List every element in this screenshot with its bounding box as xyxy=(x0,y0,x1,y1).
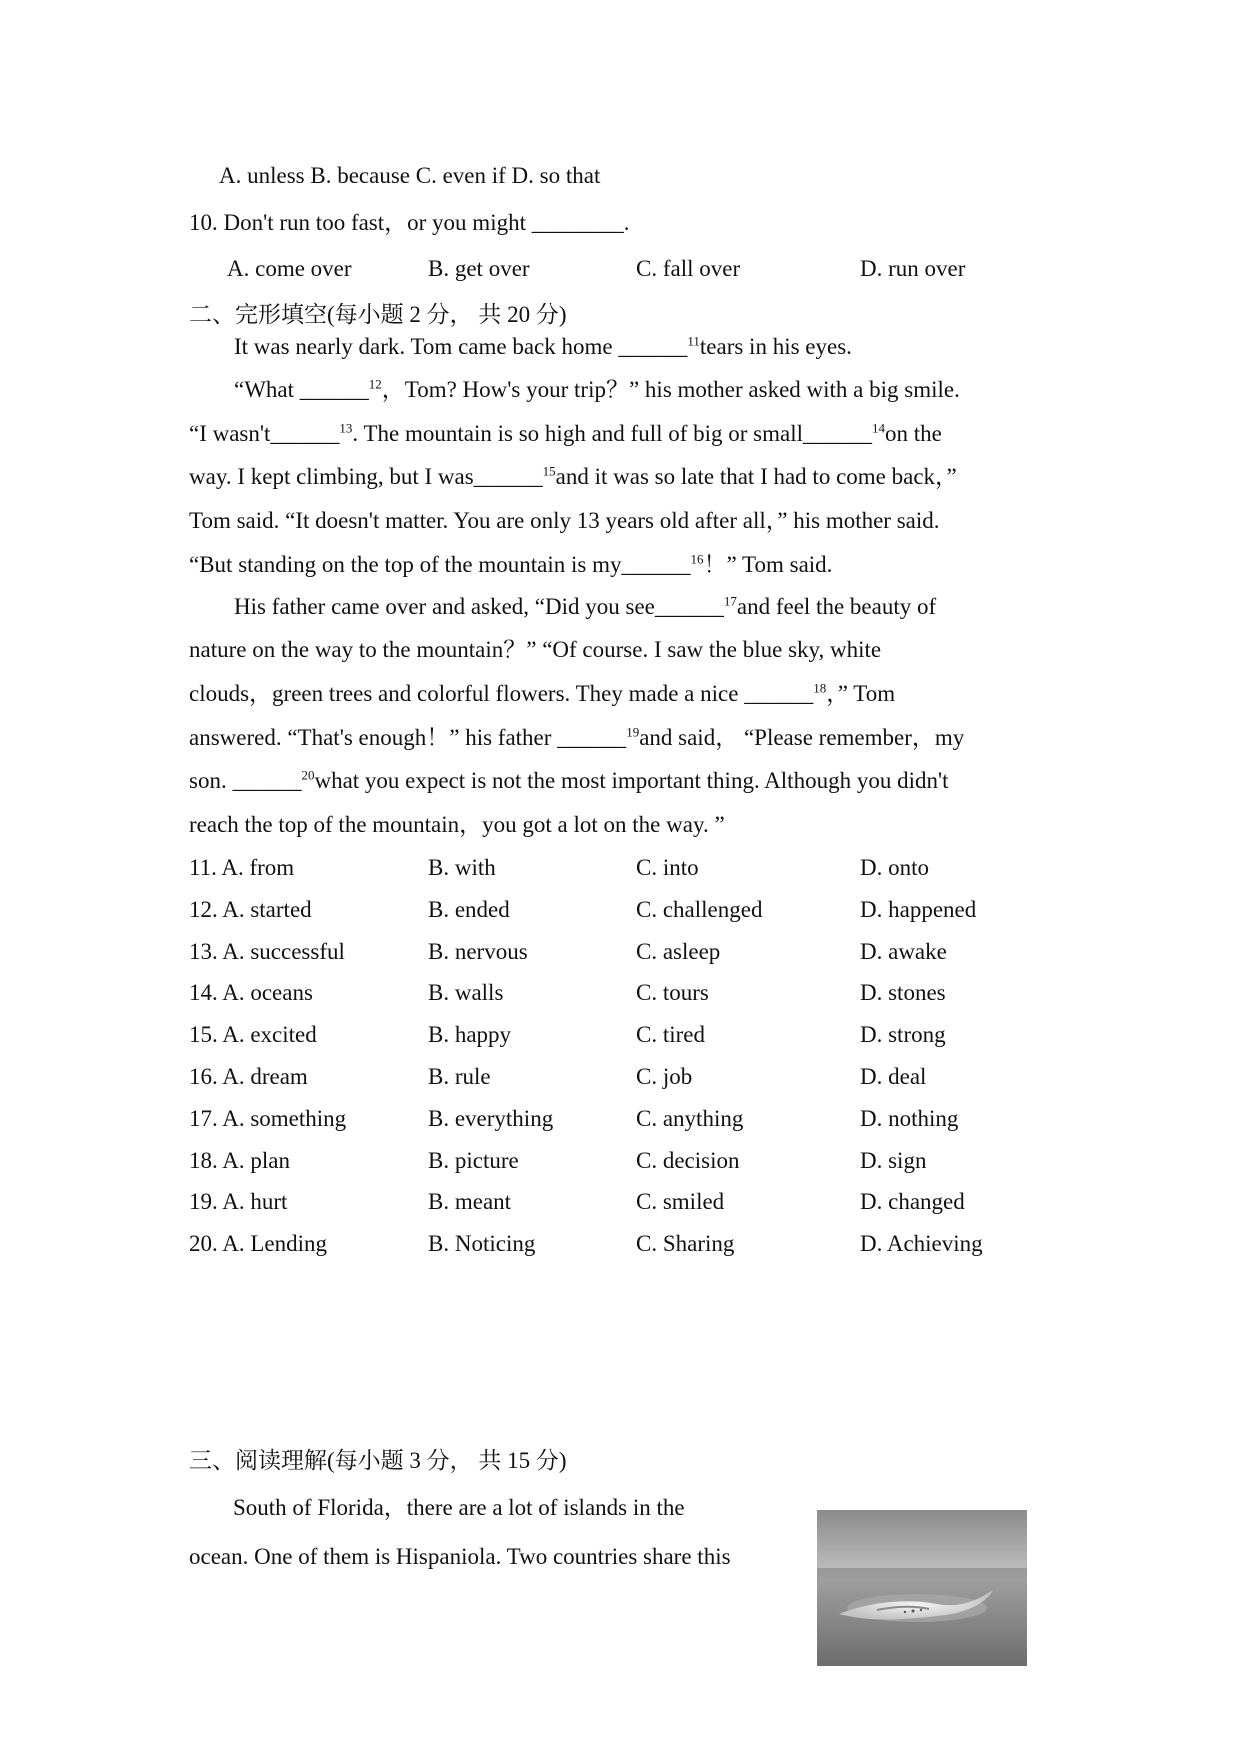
passage-line-8 xyxy=(189,634,881,666)
q13-option-b: B. nervous xyxy=(428,939,528,964)
passage-line-2 xyxy=(234,374,960,406)
q13-option-a: 13. A. successful xyxy=(189,939,345,964)
passage-text: ，” Tom xyxy=(826,681,896,706)
passage-text: and it was so late that I had to come back，” xyxy=(555,464,957,489)
section3-heading: 三、阅读理解(每小题 3 分， 共 15 分) xyxy=(189,1448,567,1473)
reading-line-2: ocean. One of them is Hispaniola. Two countries share this xyxy=(189,1544,731,1569)
q18-option-b: B. picture xyxy=(428,1148,519,1173)
passage-line-12 xyxy=(189,809,725,841)
section2-heading: 二、完形填空(每小题 2 分， 共 20 分) xyxy=(189,302,567,327)
q12-option-d: D. happened xyxy=(860,897,977,922)
q20-option-d: D. Achieving xyxy=(860,1231,983,1256)
q16-option-a: 16. A. dream xyxy=(189,1064,308,1089)
passage-text: “But standing on the top of the mountain is my______ xyxy=(189,552,691,577)
island-photo xyxy=(817,1510,1027,1666)
q19-option-d: D. changed xyxy=(860,1189,965,1214)
passage-text: clouds，green trees and colorful flowers. They made a nice ______ xyxy=(189,681,814,706)
q18-option-c: C. decision xyxy=(636,1148,740,1173)
q15-option-b: B. happy xyxy=(428,1022,512,1047)
blank-number: 18 xyxy=(813,680,827,696)
q11-option-d: D. onto xyxy=(860,855,929,880)
q12-option-b: B. ended xyxy=(428,897,510,922)
q13-option-d: D. awake xyxy=(860,939,947,964)
passage-text: and feel the beauty of xyxy=(736,594,937,619)
blank-number: 15 xyxy=(542,463,556,479)
passage-line-6 xyxy=(189,549,832,581)
q13-option-c: C. asleep xyxy=(636,939,721,964)
passage-text: nature on the way to the mountain？” “Of course. I saw the blue sky, white xyxy=(189,637,882,662)
q11-option-a: 11. A. from xyxy=(189,855,295,880)
blank-number: 16 xyxy=(690,551,704,567)
blank-number: 12 xyxy=(368,376,382,392)
reading-line-1: South of Florida，there are a lot of islands in the xyxy=(233,1495,685,1520)
q14-option-c: C. tours xyxy=(636,980,709,1005)
passage-text: It was nearly dark. Tom came back home ______ xyxy=(234,334,688,359)
q9-options: A. unless B. because C. even if D. so that xyxy=(219,163,601,188)
passage-line-1 xyxy=(234,331,852,363)
blank-number: 11 xyxy=(687,333,700,349)
q10-option-c: C. fall over xyxy=(636,256,741,281)
passage-text: Tom said. “It doesn't matter. You are only 13 years old after all，” his mother said. xyxy=(189,508,940,533)
blank-number: 14 xyxy=(872,420,886,436)
q15-option-a: 15. A. excited xyxy=(189,1022,317,1047)
q17-option-c: C. anything xyxy=(636,1106,744,1131)
passage-text: tears in his eyes. xyxy=(699,334,852,359)
passage-text: ，Tom? How's your trip？” his mother asked with a big smile. xyxy=(381,377,960,402)
passage-text: ！” Tom said. xyxy=(703,552,833,577)
passage-line-11 xyxy=(189,765,949,797)
passage-text: His father came over and asked, “Did you see______ xyxy=(234,594,724,619)
blank-number: 20 xyxy=(301,767,315,783)
q10-option-d: D. run over xyxy=(860,256,966,281)
q19-option-b: B. meant xyxy=(428,1189,512,1214)
q16-option-d: D. deal xyxy=(860,1064,927,1089)
passage-text: reach the top of the mountain，you got a lot on the way. ” xyxy=(189,812,725,837)
passage-line-5 xyxy=(189,505,940,537)
blank-number: 17 xyxy=(723,593,737,609)
q17-option-b: B. everything xyxy=(428,1106,554,1131)
passage-text: way. I kept climbing, but I was______ xyxy=(189,464,543,489)
q11-option-c: C. into xyxy=(636,855,699,880)
passage-text: what you expect is not the most important thing. Although you didn't xyxy=(314,768,949,793)
q18-option-a: 18. A. plan xyxy=(189,1148,290,1173)
q14-option-b: B. walls xyxy=(428,980,504,1005)
q15-option-d: D. strong xyxy=(860,1022,946,1047)
passage-text: on the xyxy=(885,421,942,446)
q20-option-b: B. Noticing xyxy=(428,1231,536,1256)
passage-text: “I wasn't______ xyxy=(189,421,340,446)
q15-option-c: C. tired xyxy=(636,1022,705,1047)
q16-option-c: C. job xyxy=(636,1064,693,1089)
q18-option-d: D. sign xyxy=(860,1148,927,1173)
q12-option-a: 12. A. started xyxy=(189,897,312,922)
blank-number: 13 xyxy=(339,420,353,436)
q20-option-c: C. Sharing xyxy=(636,1231,735,1256)
q14-option-a: 14. A. oceans xyxy=(189,980,313,1005)
q17-option-d: D. nothing xyxy=(860,1106,959,1131)
q12-option-c: C. challenged xyxy=(636,897,763,922)
passage-text: and said， “Please remember，my xyxy=(639,725,965,750)
q10-option-a: A. come over xyxy=(227,256,352,281)
q16-option-b: B. rule xyxy=(428,1064,491,1089)
q20-option-a: 20. A. Lending xyxy=(189,1231,327,1256)
passage-text: answered. “That's enough！” his father ______ xyxy=(189,725,627,750)
q19-option-a: 19. A. hurt xyxy=(189,1189,288,1214)
passage-line-10 xyxy=(189,722,964,754)
passage-line-4 xyxy=(189,461,957,493)
passage-text: . The mountain is so high and full of big or small______ xyxy=(352,421,873,446)
q10-stem: 10. Don't run too fast，or you might ________. xyxy=(189,210,630,235)
passage-text: “What ______ xyxy=(234,377,369,402)
blank-number: 19 xyxy=(626,724,640,740)
q10-option-b: B. get over xyxy=(428,256,530,281)
q11-option-b: B. with xyxy=(428,855,496,880)
passage-line-3 xyxy=(189,418,942,450)
q14-option-d: D. stones xyxy=(860,980,946,1005)
q17-option-a: 17. A. something xyxy=(189,1106,347,1131)
passage-line-9 xyxy=(189,678,895,710)
q19-option-c: C. smiled xyxy=(636,1189,725,1214)
passage-line-7 xyxy=(234,591,936,623)
passage-text: son. ______ xyxy=(189,768,302,793)
